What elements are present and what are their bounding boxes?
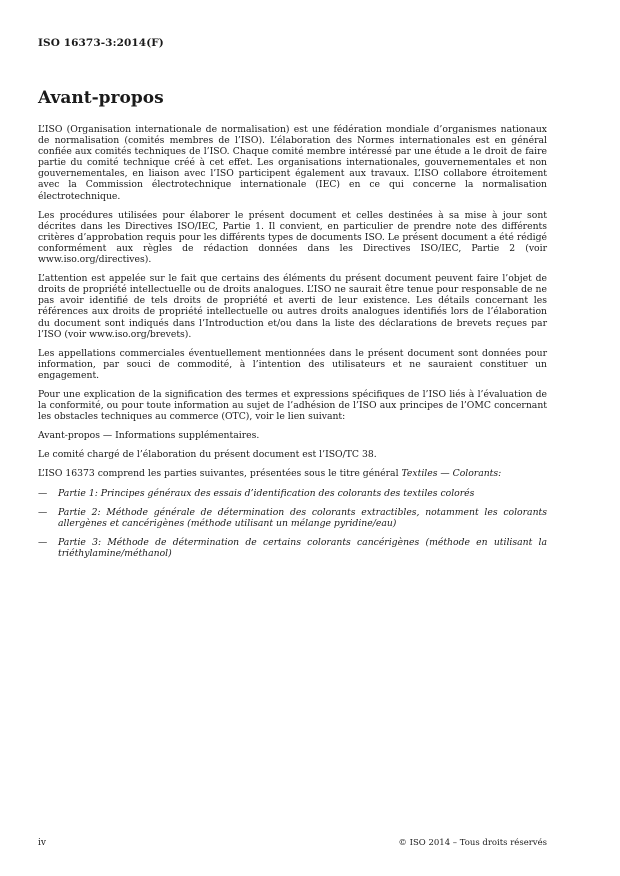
list-item-text: Partie 2: Méthode générale de détermination des colorants extractibles, notamment les colorants allergènes et cancérigènes (méthode utilisant un mélange pyridine/eau) — [58, 506, 547, 529]
page-number: iv — [38, 838, 46, 848]
section-title: Avant-propos — [38, 88, 164, 108]
paragraph-patent-rights: L’attention est appelée sur le fait que certains des éléments du présent document peuvent faire l’objet de droits de propriété intellectuelle ou de droits analogues. L’ISO ne saurait être tenue pour responsable de ne pas avoir identifié de tels droits de propriété et averti de leur existence. Les détails concernant les références aux droits de propriété intellectuelle ou autres droits analogues identifiés lors de l’élaboration du document sont indiqués dans l’Introduction et/ou dans la liste des déclarations de brevets reçues par l’ISO (voir www.iso.org/brevets). — [38, 273, 547, 340]
paragraph-parts-intro — [38, 468, 547, 479]
paragraph-supplementary-info: Avant-propos — Informations supplémentaires. — [38, 430, 260, 442]
list-dash: — — [38, 536, 48, 548]
list-item — [38, 507, 547, 529]
paragraph-procedures: Les procédures utilisées pour élaborer le présent document et celles destinées à sa mise à jour sont décrites dans les Directives ISO/IEC, Partie 1. Il convient, en particulier de prendre note des différents critères d’approbation requis pour les différents types de documents ISO. Le présent document a été rédigé conformément aux règles de rédaction données dans les Directives ISO/IEC, Partie 2 (voir www.iso.org/directives). — [38, 209, 547, 266]
parts-intro-prefix: L’ISO 16373 comprend les parties suivantes, présentées sous le titre général — [38, 468, 402, 480]
document-header-id: ISO 16373-3:2014(F) — [38, 37, 164, 49]
list-dash: — — [38, 506, 48, 518]
list-item-text: Partie 3: Méthode de détermination de certains colorants cancérigènes (méthode en utilisant la triéthylamine/méthanol) — [58, 536, 547, 559]
list-item-text: Partie 1: Principes généraux des essais d’identification des colorants des textiles colorés — [58, 487, 475, 499]
paragraph-conformity: Pour une explication de la signification des termes et expressions spécifiques de l’ISO liés à l’évaluation de la conformité, ou pour toute information au sujet de l’adhésion de l’ISO aux principes de l’OMC concernant les obstacles techniques au commerce (OTC), voir le lien suivant: — [38, 388, 547, 423]
parts-general-title: Textiles — Colorants: — [401, 468, 502, 480]
paragraph-trade-names: Les appellations commerciales éventuellement mentionnées dans le présent document sont données pour information, par souci de commodité, à l’intention des utilisateurs et ne sauraient constituer un engagement. — [38, 347, 547, 381]
copyright-notice: © ISO 2014 – Tous droits réservés — [398, 838, 547, 848]
list-item — [38, 488, 547, 499]
paragraph-iso-organisation: L’ISO (Organisation internationale de normalisation) est une fédération mondiale d’organismes nationaux de normalisation (comités membres de l’ISO). L’élaboration des Normes internationales est en général confiée aux comités techniques de l’ISO. Chaque comité membre intéressé par une étude a le droit de faire partie du comité technique créé à cet effet. Les organisations internationales, gouvernementales et non gouvernementales, en liaison avec l’ISO participent également aux travaux. L’ISO collabore étroitement avec la Commission électrotechnique internationale (IEC) en ce qui concerne la normalisation électrotechnique. — [38, 124, 547, 202]
list-dash: — — [38, 487, 48, 499]
list-item — [38, 537, 547, 559]
foreword-body — [38, 124, 547, 567]
paragraph-committee: Le comité chargé de l’élaboration du présent document est l’ISO/TC 38. — [38, 449, 377, 461]
